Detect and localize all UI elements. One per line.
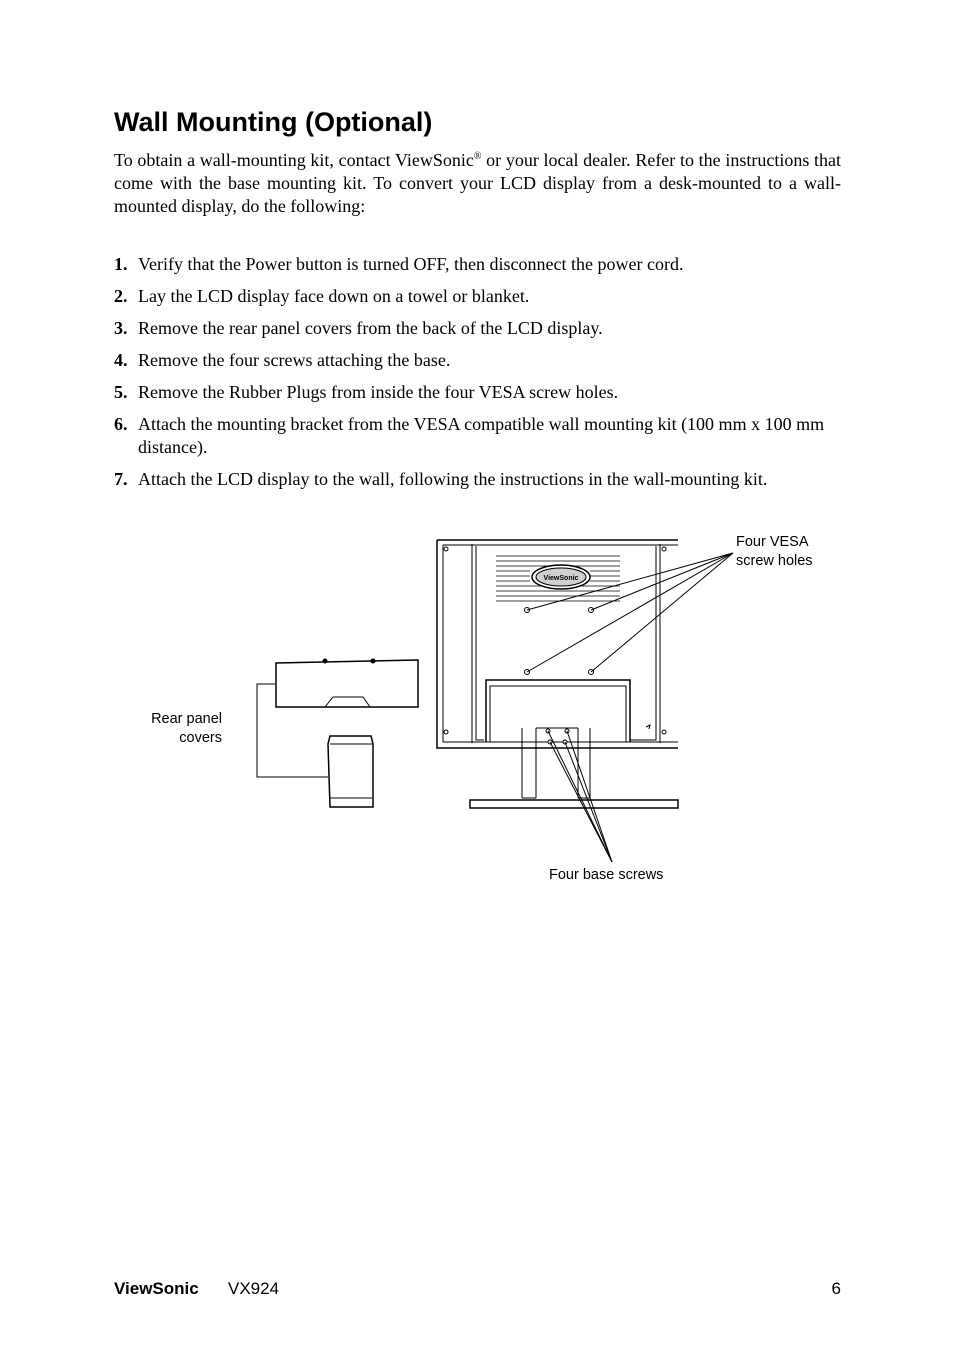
step-number: 3. bbox=[114, 318, 128, 338]
rear-label-line1: Rear panel bbox=[151, 711, 222, 727]
step-item bbox=[114, 381, 844, 404]
step-item bbox=[114, 349, 844, 372]
step-number: 2. bbox=[114, 286, 128, 306]
page-number: 6 bbox=[831, 1279, 841, 1298]
step-item bbox=[114, 253, 844, 276]
vesa-label-line2: screw holes bbox=[736, 553, 813, 569]
step-number: 1. bbox=[114, 254, 128, 274]
base-screw-leader-lines bbox=[548, 731, 612, 862]
step-item bbox=[114, 285, 844, 308]
step-text: Remove the Rubber Plugs from inside the four VESA screw holes. bbox=[138, 382, 619, 402]
vesa-holes-label bbox=[736, 533, 813, 571]
step-number: 4. bbox=[114, 350, 128, 370]
step-text: Lay the LCD display face down on a towel or blanket. bbox=[138, 286, 530, 306]
step-number: 7. bbox=[114, 469, 128, 489]
step-text: Attach the mounting bracket from the VESA compatible wall mounting kit (100 mm x 100 mm distance). bbox=[138, 414, 825, 457]
instruction-steps bbox=[114, 253, 844, 500]
rear-label-line2: covers bbox=[179, 730, 222, 746]
rear-panel-cover-top bbox=[276, 659, 418, 707]
registered-mark: ® bbox=[473, 151, 482, 162]
step-number: 5. bbox=[114, 382, 128, 402]
step-item bbox=[114, 468, 844, 491]
intro-text-part2: or your local dealer. Refer to the instructions that come with the base mounting kit. To convert your LCD display from a desk-mounted to a wall-mounted display, do the following: bbox=[114, 150, 842, 216]
footer-model: VX924 bbox=[228, 1279, 280, 1298]
step-number: 6. bbox=[114, 414, 128, 434]
rear-panel-label bbox=[122, 710, 222, 748]
step-text: Remove the four screws attaching the base. bbox=[138, 350, 451, 370]
footer-brand: ViewSonic bbox=[114, 1279, 199, 1298]
vesa-label-line1: Four VESA bbox=[736, 534, 809, 550]
logo-text: ViewSonic bbox=[543, 575, 579, 582]
step-text: Remove the rear panel covers from the back of the LCD display. bbox=[138, 318, 603, 338]
rear-label-bracket bbox=[257, 684, 328, 777]
step-text: Attach the LCD display to the wall, following the instructions in the wall-mounting kit. bbox=[138, 469, 768, 489]
vesa-screw-holes bbox=[525, 608, 594, 675]
rear-panel-cover-bottom bbox=[328, 736, 373, 807]
intro-paragraph bbox=[114, 149, 841, 218]
step-item bbox=[114, 413, 844, 459]
intro-text-part1: To obtain a wall-mounting kit, contact ViewSonic bbox=[114, 150, 474, 170]
base-screws-label: Four base screws bbox=[549, 867, 664, 883]
page-title: Wall Mounting (Optional) bbox=[114, 107, 433, 137]
step-text: Verify that the Power button is turned OFF, then disconnect the power cord. bbox=[138, 254, 684, 274]
monitor-back bbox=[437, 540, 678, 748]
step-item bbox=[114, 317, 844, 340]
